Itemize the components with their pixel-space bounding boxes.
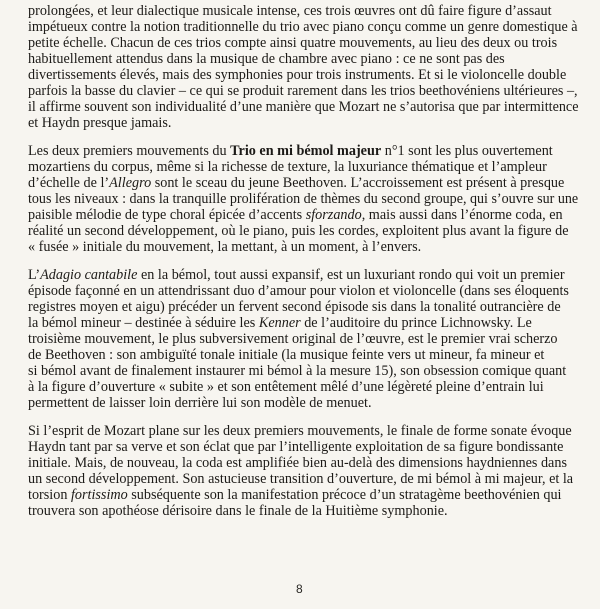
text-line: « fusée » initiale du mouvement, la mettant, à un moment, à l’envers.	[28, 239, 422, 255]
text-line: réalité un second développement, où le piano, puis les cordes, exploitent plus avant la figure de	[28, 223, 569, 239]
text-line: il affirme souvent son individualité d’une manière que Mozart ne s’autorisa que par intermittence	[28, 99, 579, 115]
text-line: troisième mouvement, le plus subversivement original de l’œuvre, est le premier vrai scherzo	[28, 331, 558, 347]
text-line: registres moyen et aigu) précéder un fervent second épisode sis dans la tonalité outrancière de	[28, 299, 561, 315]
text-line: à la figure d’ouverture « subite » et son entêtement mêlé d’une légèreté pleine d’entrain lui	[28, 379, 544, 395]
text-line: la bémol mineur – destinée à séduire les Kenner de l’auditoire du prince Lichnowsky. Le	[28, 315, 532, 331]
text-line: Si l’esprit de Mozart plane sur les deux premiers mouvements, le finale de forme sonate évoque	[28, 423, 572, 439]
text-line: torsion fortissimo subséquente son la manifestation précoce d’un stratagème beethovénien qui	[28, 487, 562, 503]
text-line: habituellement attendus dans la musique de chambre avec piano : ce ne sont pas des	[28, 51, 505, 67]
text-line: L’Adagio cantabile en la bémol, tout aussi expansif, est un luxuriant rondo qui voit un premier	[28, 267, 565, 283]
text-line: tous les niveaux : dans la tranquille prolifération de thèmes du second groupe, qui s’ouvre sur une	[28, 191, 579, 207]
text-line: trouvera son apothéose dérisoire dans le finale de la Huitième symphonie.	[28, 503, 448, 519]
text-line: mozartiens du corpus, même si la richesse de texture, la luxuriance thématique et l’ampleur	[28, 159, 547, 175]
text-line: paisible mélodie de type choral épicée d’accents sforzando, mais aussi dans l’énorme coda, en	[28, 207, 563, 223]
text-line: de Beethoven : son ambiguïté tonale initiale (la musique feinte vers ut mineur, fa mineur et	[28, 347, 545, 363]
text-line: permettent de laisser loin derrière lui son modèle de menuet.	[28, 395, 372, 411]
text-line: parfois la basse du clavier – ce qui se produit rarement dans les trios beethovéniens ultérieures –,	[28, 83, 578, 99]
text-line: et Haydn presque jamais.	[28, 115, 172, 131]
text-line: impétueux contre la notion traditionnelle du trio avec piano conçu comme un genre domestique à	[28, 19, 578, 35]
text-line: Haydn tant par sa verve et son éclat que par l’intelligente exploitation de sa figure bondissante	[28, 439, 564, 455]
text-line: épisode façonné en un attendrissant duo d’amour pour violon et violoncelle (dans ses éloquents	[28, 283, 569, 299]
text-line: petite échelle. Chacun de ces trios compte ainsi quatre mouvements, au lieu des deux ou trois	[28, 35, 558, 51]
text-line: initiale. Mais, de nouveau, la coda est amplifiée bien au-delà des dimensions haydniennes dans	[28, 455, 567, 471]
text-line: prolongées, et leur dialectique musicale intense, ces trois œuvres ont dû faire figure d’assaut	[28, 3, 552, 19]
text-line: Les deux premiers mouvements du Trio en mi bémol majeur n°1 sont les plus ouvertement	[28, 143, 553, 159]
text-line: divertissements élevés, mais des symphonies pour trois instruments. Et si le violoncelle double	[28, 67, 567, 83]
text-line: un second développement. Son astucieuse transition d’ouverture, de mi bémol à mi majeur, et la	[28, 471, 574, 487]
page-number: 8	[296, 582, 303, 596]
text-line: si bémol avant de finalement instaurer mi bémol à la mesure 15), son obsession comique quant	[28, 363, 567, 379]
text-line: d’échelle de l’Allegro sont le sceau du jeune Beethoven. L’accroissement est présent à presque	[28, 175, 565, 191]
